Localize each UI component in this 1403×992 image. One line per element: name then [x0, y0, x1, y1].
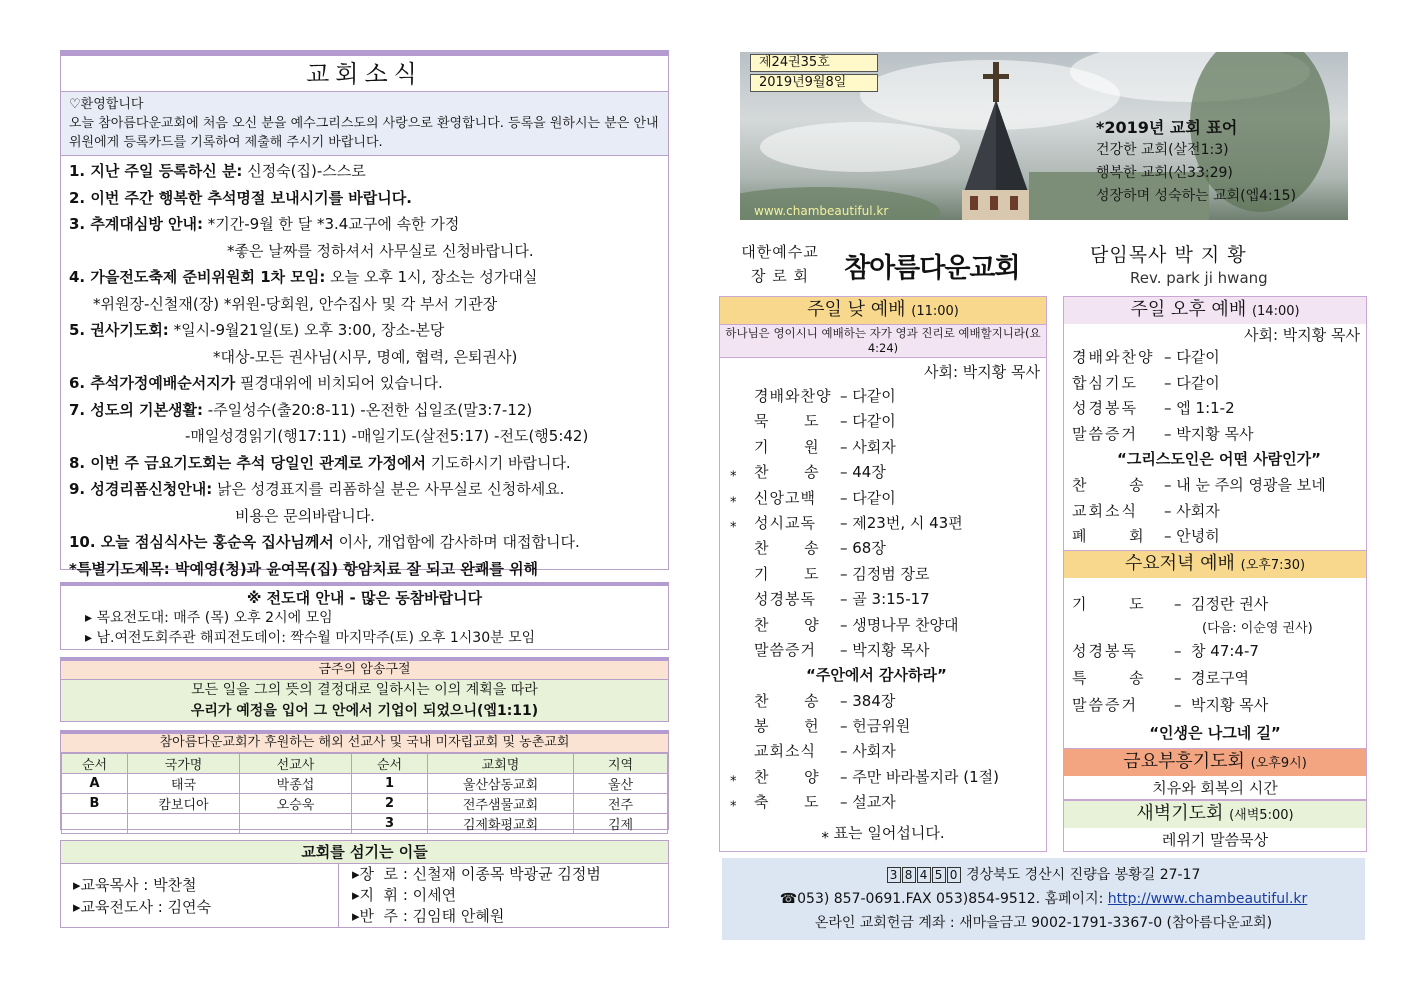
news-item-heading: 7. 성도의 기본생활: [69, 400, 204, 419]
order-item [720, 790, 1046, 815]
memory-verse-line: 우리가 예정을 입어 그 안에서 기업이 되었으니(엡1:11) [190, 703, 539, 719]
sermon-title: “주안에서 감사하라” [806, 666, 947, 685]
wednesday-evening-service [1063, 550, 1367, 750]
next-prayer-leader: (다음: 이순영 권사) [1202, 621, 1313, 636]
servants-staff [61, 864, 339, 927]
zip-digit: 0 [947, 867, 961, 883]
sunday-afternoon-service [1063, 296, 1367, 552]
order-item [1064, 397, 1366, 423]
dawn-body: 레위기 말씀묵상 [1161, 831, 1269, 849]
news-item-heading: 5. 권사기도회: [69, 321, 169, 339]
news-item-heading: 10. 오늘 점심식사는 홍순옥 집사님께서 [69, 533, 334, 551]
mission-cell: 오승욱 [240, 794, 352, 814]
service-time: (새벽5:00) [1229, 808, 1294, 823]
news-item-heading: 1. 지난 주일 등록하신 분: [69, 162, 243, 180]
order-name: 말씀증거 [1072, 424, 1138, 443]
mission-table [61, 753, 668, 834]
servants-panel [60, 840, 669, 928]
standing-mark: ⁎ [730, 795, 737, 811]
news-item [69, 291, 660, 318]
order-name: 찬 송 [754, 691, 820, 710]
memory-verse-line: 모든 일을 그의 뜻의 결정대로 일하시는 이의 계획을 따라 [191, 682, 538, 698]
order-item [1064, 474, 1366, 500]
mission-cell: 울산삼동교회 [428, 774, 574, 794]
order-item [1064, 525, 1366, 551]
church-news-panel [60, 50, 669, 578]
order-item [1064, 500, 1366, 526]
dawn-title [1064, 801, 1366, 828]
order-value: – 박지황 목사 [1174, 696, 1269, 714]
service-time: (오후7:30) [1240, 558, 1306, 573]
order-name: 찬 송 [1072, 475, 1146, 494]
order-value: – 박지황 목사 [1164, 424, 1254, 443]
news-item [69, 450, 660, 477]
mission-cell: A [62, 774, 128, 794]
order-item [1064, 346, 1366, 372]
sermon-title: “그리스도인은 어떤 사람인가” [1116, 450, 1322, 469]
order-value: – 김정범 장로 [840, 564, 930, 583]
zip-digit: 5 [932, 867, 946, 883]
order-item [720, 613, 1046, 638]
mission-cell: 전주샘물교회 [428, 794, 574, 814]
news-item-text: *좋은 날짜를 정하셔서 사무실로 신청바랍니다. [227, 241, 534, 260]
memory-verse-title: 금주의 암송구절 [61, 661, 668, 680]
offering-account: 온라인 교회헌금 계좌 : 새마을금고 9002-1791-3367-0 (참아름다운교회) [814, 915, 1273, 931]
order-item [720, 384, 1046, 409]
order-value: – 44장 [840, 463, 886, 482]
mission-cell: 박종섭 [240, 774, 352, 794]
news-item [69, 397, 660, 424]
order-value: – 김정란 권사 [1174, 595, 1269, 613]
news-item [69, 211, 660, 238]
sunday-service-title [720, 297, 1046, 324]
welcome-text: 오늘 참아름다운교회에 처음 오신 분을 예수그리스도의 사랑으로 환영합니다. 등록을 원하시는 분은 안내위원에게 등록카드를 기록하여 제출해 주시기 바랍니다. [69, 116, 659, 150]
order-item [720, 460, 1046, 485]
zip-digit: 4 [917, 867, 931, 883]
news-item-heading: *특별기도제목: 박예영(청)과 윤여목(집) 항암치료 잘 되고 완쾌를 위해 [69, 559, 539, 578]
afternoon-title [1064, 297, 1366, 324]
order-item [720, 714, 1046, 739]
mission-cell: 1 [352, 774, 428, 794]
order-value: – 다같이 [840, 488, 896, 507]
order-item [720, 587, 1046, 612]
news-item-text: 비용은 문의바랍니다. [235, 506, 375, 525]
order-name: 성경봉독 [1072, 399, 1138, 418]
denomination-line: 대한예수교 [741, 243, 819, 261]
news-item-text: 신정숙(집)-스스로 [242, 162, 366, 180]
order-name: 기 도 [1072, 595, 1146, 613]
mission-cell [62, 814, 128, 834]
order-item [720, 663, 1046, 688]
motto-line: 행복한 교회(신33:29) [1096, 165, 1233, 181]
order-name: 찬 양 [754, 767, 820, 786]
sermon-title: “인생은 나그네 길” [1149, 724, 1281, 742]
mission-cell: 캄보디아 [128, 794, 240, 814]
elder-item: ▸지 휘 : 이세연 [352, 886, 457, 904]
church-motto [1096, 116, 1296, 208]
mission-cell: 김제화평교회 [428, 814, 574, 834]
welcome-box [61, 92, 668, 156]
order-item [720, 486, 1046, 511]
order-value: – 골 3:15-17 [840, 590, 930, 609]
standing-mark: ⁎ [730, 515, 737, 531]
table-row [62, 814, 668, 834]
order-name: 경배와찬양 [1072, 348, 1155, 366]
phone-fax: ☎053) 857-0691.FAX 053)854-9512. 홈페이지: [779, 891, 1108, 907]
news-item-heading: 6. 추석가정예배순서지가 [69, 374, 236, 392]
service-title-text: 금요부흥기도회 [1123, 751, 1245, 772]
welcome-heading: ♡환영합니다 [69, 97, 144, 112]
service-host: 사회: 박지황 목사 [923, 363, 1040, 381]
denomination-line: 장 로 회 [750, 267, 809, 285]
order-name: 합심기도 [1072, 373, 1138, 392]
senior-pastor: 담임목사 박 지 황 [1090, 244, 1247, 266]
order-value: – 사회자 [1164, 501, 1220, 520]
standing-note: ⁎ 표는 일어섭니다. [821, 823, 945, 842]
staff-item: ▸교육전도사 : 김연숙 [73, 898, 212, 916]
news-item-heading: 8. 이번 주 금요기도회는 추석 당일인 관계로 가정에서 [69, 453, 426, 472]
news-item [69, 158, 660, 185]
order-item [720, 409, 1046, 434]
order-value: – 내 눈 주의 영광을 보네 [1164, 475, 1326, 494]
order-value: – 다같이 [1164, 373, 1220, 392]
motto-line: 성장하며 성숙하는 교회(엡4:15) [1096, 188, 1297, 204]
evangelism-panel [60, 582, 669, 650]
news-item-text: -주일성수(출20:8-11) -온전한 십일조(말3:7-12) [203, 400, 533, 419]
standing-mark: ⁎ [730, 465, 737, 481]
mission-support-panel [60, 730, 669, 833]
senior-pastor-english: Rev. park ji hwang [1130, 269, 1268, 287]
sunday-verse: 하나님은 영이시니 예배하는 자가 영과 진리로 예배할지니라(요4:24) [720, 324, 1046, 358]
order-value: – 헌금위원 [840, 717, 911, 736]
order-item [1064, 423, 1366, 449]
order-value: – 제23번, 시 43편 [840, 513, 963, 532]
order-value: – 다같이 [840, 387, 896, 405]
order-value: – 안녕히 [1164, 527, 1220, 546]
news-item [69, 476, 660, 503]
mission-header-cell: 교회명 [428, 754, 574, 774]
mission-header-cell: 지역 [574, 754, 668, 774]
standing-mark: ⁎ [730, 490, 737, 506]
homepage-link[interactable]: http://www.chambeautiful.kr [1107, 891, 1308, 907]
order-name: 봉 헌 [754, 717, 820, 736]
elder-item: ▸장 로 : 신철재 이종목 박광균 김정범 [352, 865, 601, 883]
news-item-text: 이사, 개업함에 감사하며 대접합니다. [333, 533, 580, 551]
news-title: 교회소식 [61, 56, 668, 92]
news-item-heading: 4. 가을전도축제 준비위원회 1차 모임: [69, 268, 326, 286]
afternoon-order [1064, 346, 1366, 551]
sunday-order [720, 384, 1046, 816]
order-name: 경배와찬양 [754, 387, 832, 405]
mission-cell: 2 [352, 794, 428, 814]
order-value: – 다같이 [1164, 348, 1220, 366]
issue-volume: 제24권35호 [750, 54, 878, 72]
issue-date: 2019년9월8일 [750, 74, 878, 92]
news-item [69, 556, 660, 583]
news-item [69, 238, 660, 265]
order-item [1064, 693, 1366, 720]
zip-code [887, 867, 966, 883]
denomination [734, 240, 826, 288]
evangelism-row: ▸ 목요전도대: 매주 (목) 오후 2시에 모임 [85, 610, 333, 626]
service-title-text: 주일 낮 예배 [807, 299, 906, 320]
order-name: 특 송 [1072, 669, 1146, 687]
order-value: – 사회자 [840, 437, 896, 456]
order-item [720, 638, 1046, 663]
news-item [69, 264, 660, 291]
evangelism-row: ▸ 남.여전도회주관 해피전도데이: 짝수월 마지막주(토) 오후 1시30분 모임 [85, 630, 536, 646]
order-value: – 68장 [840, 539, 886, 558]
church-name: 참아름다운교회 [844, 253, 1020, 284]
mission-cell: 태국 [128, 774, 240, 794]
address-text: 경상북도 경산시 진량읍 봉황길 27-17 [966, 867, 1201, 883]
news-item [69, 344, 660, 371]
news-item [69, 185, 660, 212]
news-item-text: -매일성경읽기(행17:11) -매일기도(살전5:17) -전도(행5:42) [185, 427, 589, 445]
mission-header-cell: 순서 [352, 754, 428, 774]
order-name: 찬 송 [754, 539, 820, 558]
service-time: (14:00) [1251, 304, 1300, 319]
order-name: 기 도 [754, 564, 820, 583]
staff-item: ▸교육목사 : 박찬철 [73, 876, 197, 894]
news-item-text: *대상-모든 권사님(시무, 명예, 협력, 은퇴권사) [213, 347, 518, 366]
order-name: 기 원 [754, 437, 820, 456]
order-item [1064, 639, 1366, 666]
order-value: – 엡 1:1-2 [1164, 399, 1235, 418]
order-name: 성경봉독 [754, 590, 816, 609]
mission-cell: 김제 [574, 814, 668, 834]
motto-line: 건강한 교회(살전1:3) [1096, 142, 1229, 158]
news-item-text: 낡은 성경표지를 리폼하실 분은 사무실로 신청하세요. [212, 480, 565, 498]
news-item-text: *기간-9월 한 달 *3.4교구에 속한 가정 [203, 215, 460, 233]
order-value: – 박지황 목사 [840, 640, 930, 659]
order-value: – 생명나무 찬양대 [840, 615, 959, 634]
church-footer [722, 858, 1365, 940]
mission-cell: 전주 [574, 794, 668, 814]
service-title-text: 수요저녁 예배 [1124, 553, 1235, 574]
friday-title [1064, 749, 1366, 776]
zip-digit: 8 [902, 867, 916, 883]
service-time: (오후9시) [1250, 756, 1307, 771]
order-name: 교회소식 [754, 742, 816, 761]
news-items [61, 156, 668, 584]
memory-verse-panel [60, 657, 669, 722]
mission-cell: 3 [352, 814, 428, 834]
table-row [62, 794, 668, 814]
mission-cell [240, 814, 352, 834]
news-item-heading: 3. 추계대심방 안내: [69, 215, 204, 233]
news-item [69, 503, 660, 530]
mission-cell: B [62, 794, 128, 814]
news-item-heading: 9. 성경리폼신청안내: [69, 480, 213, 498]
dawn-prayer [1063, 800, 1367, 852]
order-name: 폐 회 [1072, 527, 1146, 546]
wednesday-title [1064, 551, 1366, 578]
motto-title: *2019년 교회 표어 [1096, 118, 1238, 137]
order-value: – 설교자 [840, 793, 896, 812]
order-item [1064, 592, 1366, 619]
news-item [69, 423, 660, 450]
servants-elders [340, 864, 668, 927]
mission-header-cell: 순서 [62, 754, 128, 774]
order-name: 신앙고백 [754, 488, 816, 507]
friday-prayer [1063, 748, 1367, 800]
news-item-text: *위원장-신철재(장) *위원-당회원, 안수집사 및 각 부서 기관장 [93, 294, 498, 313]
service-time: (11:00) [911, 304, 959, 319]
order-value: – 다같이 [840, 412, 896, 431]
cover-banner [740, 52, 1348, 220]
order-item [1064, 372, 1366, 398]
mission-cell: 울산 [574, 774, 668, 794]
order-name: 찬 양 [754, 615, 820, 634]
order-item [720, 511, 1046, 536]
service-title-text: 새벽기도회 [1136, 803, 1224, 824]
mission-header-cell: 선교사 [240, 754, 352, 774]
mission-table-header [62, 754, 668, 774]
order-item [720, 562, 1046, 587]
sunday-morning-service [719, 296, 1047, 852]
standing-mark: ⁎ [730, 769, 737, 785]
service-host: 사회: 박지황 목사 [1243, 326, 1360, 344]
order-name: 성경봉독 [1072, 642, 1138, 660]
order-name: 말씀증거 [1072, 696, 1138, 714]
news-item [69, 317, 660, 344]
friday-body: 치유와 회복의 시간 [1152, 779, 1278, 797]
order-name: 교회소식 [1072, 501, 1138, 520]
order-value: – 주만 바라볼지라 (1절) [840, 767, 999, 786]
order-value: – 경로구역 [1174, 669, 1249, 687]
news-item-text: 기도하시기 바랍니다. [425, 453, 571, 472]
news-item-text: 오늘 오후 1시, 장소는 성가대실 [325, 268, 538, 286]
order-value: – 384장 [840, 691, 896, 710]
wednesday-order [1064, 592, 1366, 747]
order-value: – 창 47:4-7 [1174, 642, 1259, 660]
church-header [734, 238, 1374, 293]
order-item [720, 435, 1046, 460]
address-line [722, 863, 1365, 887]
service-title-text: 주일 오후 예배 [1130, 299, 1247, 320]
order-item [720, 765, 1046, 790]
news-item [69, 370, 660, 397]
mission-cell [128, 814, 240, 834]
mission-title: 참아름다운교회가 후원하는 해외 선교사 및 국내 미자립교회 및 농촌교회 [61, 734, 668, 753]
order-item [720, 739, 1046, 764]
order-name: 찬 송 [754, 463, 820, 482]
contact-line [722, 887, 1365, 911]
order-name: 말씀증거 [754, 640, 816, 659]
order-value: – 사회자 [840, 742, 896, 761]
news-item-heading: 2. 이번 주간 행복한 추석명절 보내시기를 바랍니다. [69, 188, 412, 207]
order-item [720, 689, 1046, 714]
evangelism-title: ※ 전도대 안내 - 많은 동참바랍니다 [246, 589, 483, 607]
banner-url: www.chambeautiful.kr [754, 204, 889, 218]
zip-digit: 3 [887, 867, 901, 883]
elder-item: ▸반 주 : 김임태 안혜원 [352, 907, 505, 925]
order-item [1064, 666, 1366, 693]
order-item [720, 536, 1046, 561]
news-item [69, 529, 660, 556]
news-item-text: 필경대위에 비치되어 있습니다. [235, 374, 443, 392]
mission-header-cell: 국가명 [128, 754, 240, 774]
table-row [62, 774, 668, 794]
order-name: 축 도 [754, 793, 820, 812]
news-item-text: *일시-9월21일(토) 오후 3:00, 장소-본당 [168, 321, 445, 339]
order-name: 묵 도 [754, 412, 820, 431]
servants-title: 교회를 섬기는 이들 [61, 841, 668, 864]
order-name: 성시교독 [754, 513, 816, 532]
